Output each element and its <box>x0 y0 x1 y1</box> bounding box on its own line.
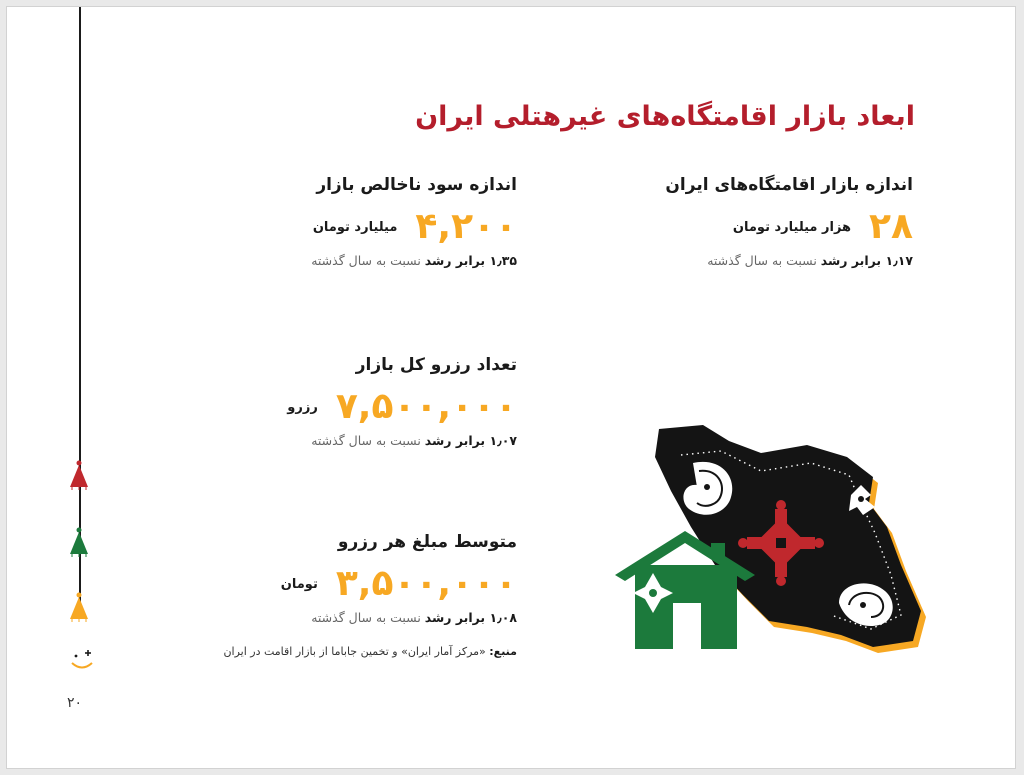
stat-label: اندازه بازار اقامتگاه‌های ایران <box>665 175 913 195</box>
tassel-red-icon <box>67 460 91 490</box>
stat-gross-profit <box>311 175 517 268</box>
source-text: «مرکز آمار ایران» و تخمین جاباما از بازار اقامت در ایران <box>223 645 486 658</box>
growth-strong: ۱٫۱۷ برابر رشد <box>820 253 913 268</box>
source-label: منبع: <box>489 645 517 658</box>
stat-growth <box>665 253 913 268</box>
stat-value: ۳,۵۰۰,۰۰۰ <box>335 563 517 604</box>
stat-market-size <box>665 175 913 268</box>
stat-growth <box>311 253 517 268</box>
stat-reservations <box>287 355 517 448</box>
growth-strong: ۱٫۰۸ برابر رشد <box>424 610 517 625</box>
stat-unit: هزار میلیارد تومان <box>732 219 852 235</box>
tassel-orange-icon <box>67 592 91 622</box>
stat-growth <box>287 433 517 448</box>
growth-rest: نسبت به سال گذشته <box>311 610 421 625</box>
report-page <box>6 6 1016 769</box>
growth-strong: ۱٫۰۷ برابر رشد <box>424 433 517 448</box>
growth-strong: ۱٫۳۵ برابر رشد <box>424 253 517 268</box>
stat-value: ۲۸ <box>869 206 913 247</box>
jabama-logo-icon <box>69 647 95 677</box>
page-number: ۲۰ <box>67 695 83 711</box>
growth-rest: نسبت به سال گذشته <box>311 253 421 268</box>
decorative-cord <box>79 7 81 613</box>
stat-label: متوسط مبلغ هر رزرو <box>337 532 517 552</box>
source-note <box>223 645 517 658</box>
stat-label: اندازه سود ناخالص بازار <box>316 175 517 195</box>
page-title: ابعاد بازار اقامتگاه‌های غیرهتلی ایران <box>415 101 915 132</box>
stat-value: ۴,۲۰۰ <box>415 206 517 247</box>
growth-rest: نسبت به سال گذشته <box>311 433 421 448</box>
stat-unit: رزرو <box>287 399 318 415</box>
stat-value: ۷,۵۰۰,۰۰۰ <box>335 386 517 427</box>
stat-unit: میلیارد تومان <box>312 219 398 235</box>
stat-growth <box>281 610 517 625</box>
growth-rest: نسبت به سال گذشته <box>707 253 817 268</box>
stat-unit: تومان <box>280 576 318 592</box>
tassel-green-icon <box>67 527 91 557</box>
iran-map-illustration <box>611 415 931 655</box>
stat-label: تعداد رزرو کل بازار <box>355 355 517 375</box>
stat-avg-price <box>281 532 517 625</box>
